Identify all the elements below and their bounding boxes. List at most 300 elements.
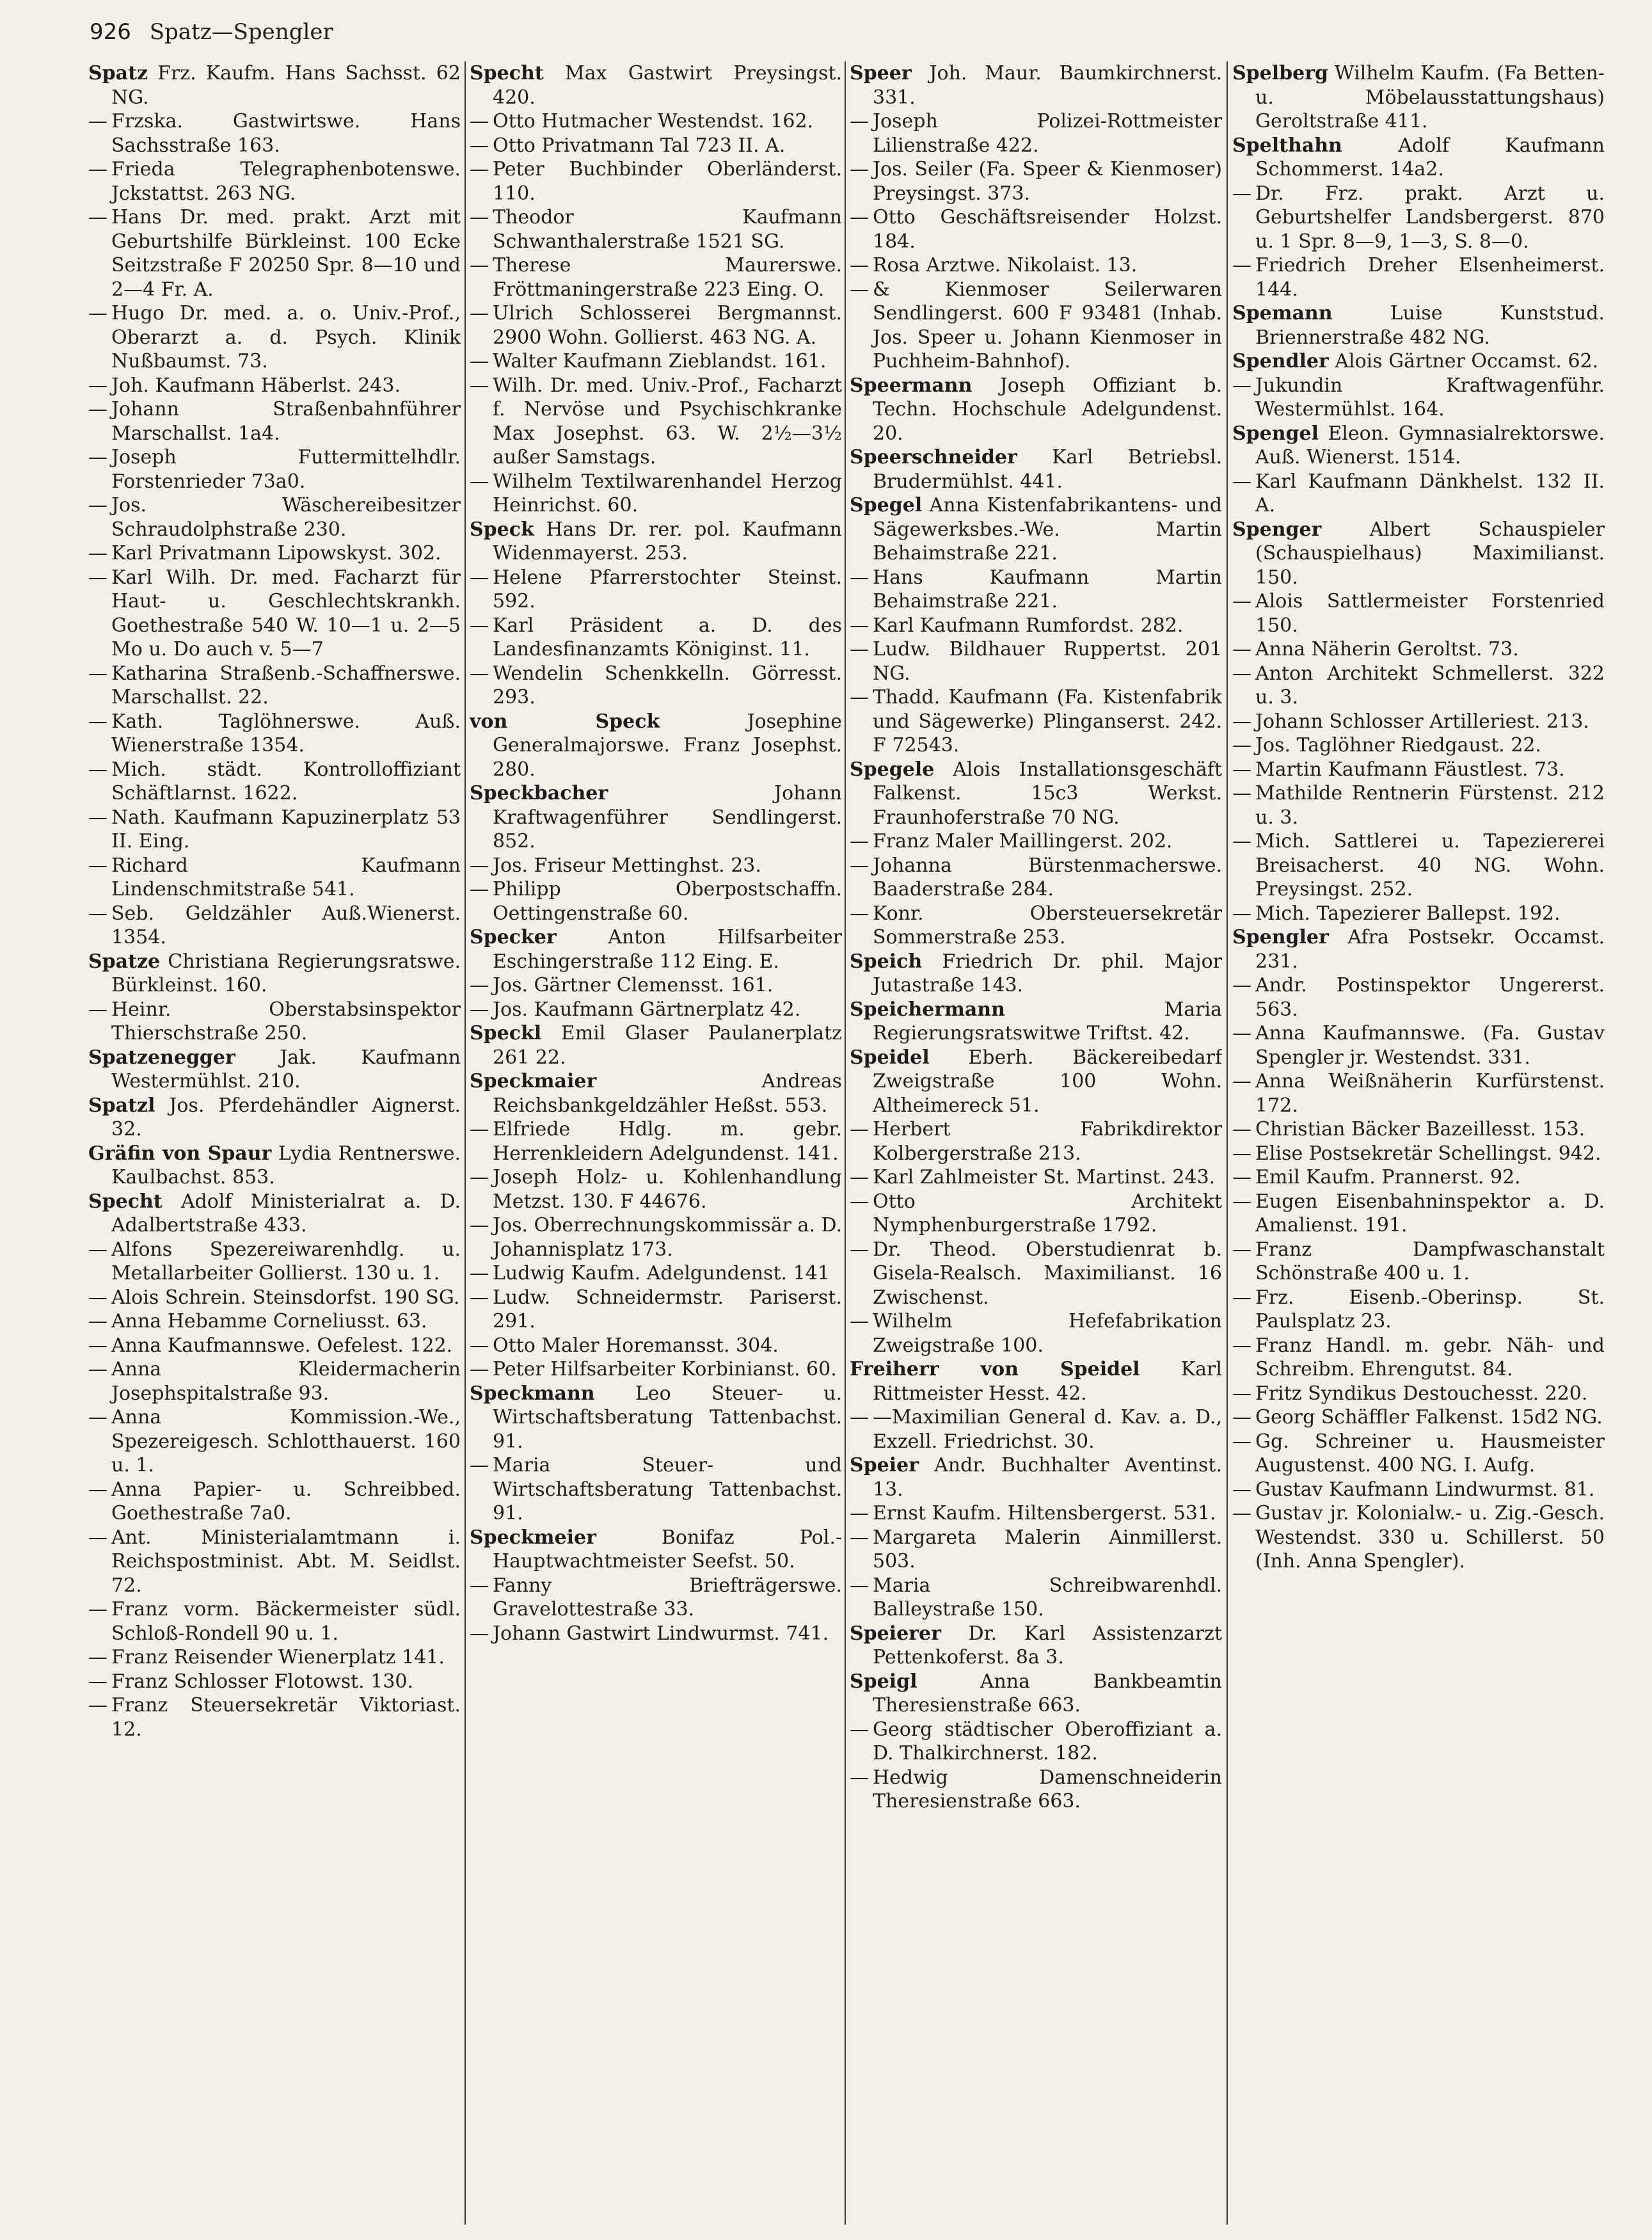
repeat-dash xyxy=(1232,662,1255,686)
directory-entry xyxy=(1232,349,1605,374)
entry-details: Max Gastwirt Preysingst. 420. xyxy=(493,62,842,109)
repeat-dash xyxy=(1232,470,1255,494)
entry-details: Johann Schlosser Artilleriest. 213. xyxy=(1255,710,1589,733)
repeat-dash xyxy=(1232,1501,1255,1526)
entry-surname: Specht xyxy=(88,1190,163,1213)
directory-entry xyxy=(1232,1165,1605,1190)
entry-details: Frieda Telegraphenbotenswe. Jckstattst. 263 NG. xyxy=(111,158,461,205)
repeat-dash xyxy=(88,109,111,134)
directory-entry xyxy=(88,758,461,806)
entry-details: Luise Kunststud. Briennerstraße 482 NG. xyxy=(1255,302,1605,349)
directory-entry xyxy=(470,1382,842,1454)
entry-details: Alois Gärtner Occamst. 62. xyxy=(1328,350,1599,372)
repeat-dash xyxy=(850,1766,873,1790)
repeat-dash xyxy=(850,854,873,878)
entry-details: Georg städtischer Oberoffiziant a. D. Thalkirchnerst. 182. xyxy=(873,1718,1222,1764)
directory-entry xyxy=(1232,1238,1605,1286)
entry-surname: Speckl xyxy=(470,1022,542,1044)
directory-entry xyxy=(1232,925,1605,973)
repeat-dash xyxy=(1232,733,1255,758)
entry-details: Frz. Kaufm. Hans Sachsst. 62 NG. xyxy=(111,62,461,109)
repeat-dash xyxy=(88,445,111,470)
repeat-dash xyxy=(1232,1478,1255,1502)
repeat-dash xyxy=(1232,1334,1255,1358)
repeat-dash xyxy=(470,253,493,278)
directory-entry xyxy=(850,205,1222,253)
entry-details: Fanny Briefträgerswe. Gravelottestraße 33. xyxy=(493,1574,842,1620)
entry-details: Fritz Syndikus Destouchesst. 220. xyxy=(1255,1382,1588,1405)
directory-entry xyxy=(470,109,842,134)
directory-entry xyxy=(1232,973,1605,1021)
entry-details: Wilhelm Hefefabrikation Zweigstraße 100. xyxy=(873,1310,1222,1357)
directory-entry xyxy=(1232,1334,1605,1382)
entry-details: Jos. Seiler (Fa. Speer & Kienmoser) Preysingst. 373. xyxy=(873,158,1222,205)
repeat-dash xyxy=(470,205,493,230)
directory-entry xyxy=(88,157,461,205)
entry-details: Jos. Gärtner Clemensst. 161. xyxy=(493,974,774,996)
entry-details: Andr. Buchhalter Aventinst. 13. xyxy=(873,1454,1222,1501)
entry-details: Theodor Kaufmann Schwanthalerstraße 1521 SG. xyxy=(493,206,842,253)
entry-details: Johann Kraftwagenführer Sendlingerst. 852. xyxy=(493,782,842,852)
repeat-dash xyxy=(850,157,873,182)
repeat-dash xyxy=(88,397,111,422)
entry-surname: Speigl xyxy=(850,1670,917,1693)
directory-entry xyxy=(850,1046,1222,1118)
entry-surname: Speer xyxy=(850,62,912,84)
entry-surname: Freiherr von Speidel xyxy=(850,1358,1140,1380)
repeat-dash xyxy=(88,1478,111,1502)
directory-entry xyxy=(850,493,1222,566)
entry-details: Elfriede Hdlg. m. gebr. Herrenkleidern Adelgundenst. 141. xyxy=(493,1118,842,1165)
entry-details: Andr. Postinspektor Ungererst. 563. xyxy=(1255,974,1605,1021)
entry-details: Lydia Rentnerswe. Kaulbachst. 853. xyxy=(111,1142,461,1188)
directory-entry xyxy=(88,1478,461,1526)
entry-details: Eugen Eisenbahninspektor a. D. Amalienst. 191. xyxy=(1255,1190,1605,1236)
directory-entry xyxy=(1232,374,1605,422)
entry-details: Mich. Tapezierer Ballepst. 192. xyxy=(1255,902,1561,925)
entry-details: Alfons Spezereiwarenhdlg. u. Metallarbeiter Gollierst. 130 u. 1. xyxy=(111,1238,461,1284)
entry-details: Eberh. Bäckereibedarf Zweigstraße 100 Wohn. Altheimereck 51. xyxy=(873,1046,1222,1117)
directory-entry xyxy=(470,1334,842,1358)
directory-entry xyxy=(470,925,842,973)
entry-details: Karl Privatmann Lipowskyst. 302. xyxy=(111,542,441,564)
directory-entry xyxy=(88,1309,461,1334)
repeat-dash xyxy=(470,998,493,1022)
entry-surname: Spegel xyxy=(850,494,923,516)
entry-details: Joseph Futtermittelhdlr. Forstenrieder 73a0. xyxy=(111,446,461,493)
repeat-dash xyxy=(1232,1190,1255,1214)
entry-details: Margareta Malerin Ainmillerst. 503. xyxy=(873,1526,1222,1572)
directory-entry xyxy=(1232,710,1605,734)
entry-details: Philipp Oberpostschaffn. Oettingenstraße 60. xyxy=(493,878,842,925)
repeat-dash xyxy=(850,829,873,854)
entry-details: Therese Maurerswe. Fröttmaningerstraße 223 Eing. O. xyxy=(493,254,842,301)
repeat-dash xyxy=(850,1165,873,1190)
entry-details: Wilhelm Kaufm. (Fa Betten- u. Möbelausstattungshaus) Geroltstraße 411. xyxy=(1255,62,1605,132)
directory-entry xyxy=(850,566,1222,614)
directory-entry xyxy=(850,829,1222,854)
directory-entry xyxy=(470,973,842,998)
repeat-dash xyxy=(470,1574,493,1598)
directory-entry xyxy=(88,1238,461,1286)
entry-surname: von Speck xyxy=(470,710,660,733)
entry-surname: Speck xyxy=(470,518,534,541)
repeat-dash xyxy=(850,1405,873,1430)
entry-surname: Speichermann xyxy=(850,998,1005,1021)
entry-details: Christian Bäcker Bazeillesst. 153. xyxy=(1255,1118,1585,1140)
entry-surname: Specht xyxy=(470,62,544,84)
entry-surname: Speich xyxy=(850,950,923,973)
repeat-dash xyxy=(470,109,493,134)
repeat-dash xyxy=(88,1238,111,1262)
entry-details: —Maximilian General d. Kav. a. D., Exzell. Friedrichst. 30. xyxy=(873,1406,1222,1453)
entry-details: Anna Papier- u. Schreibbed. Goethestraße 7a0. xyxy=(111,1478,461,1524)
directory-entry xyxy=(850,854,1222,902)
repeat-dash xyxy=(850,109,873,134)
repeat-dash xyxy=(88,1693,111,1718)
column-divider xyxy=(1227,61,1228,2225)
directory-entry xyxy=(1232,253,1605,301)
repeat-dash xyxy=(850,685,873,710)
entry-details: Jos. Oberrechnungskommissär a. D. Johannisplatz 173. xyxy=(493,1214,842,1261)
directory-entry xyxy=(88,1046,461,1094)
directory-entry xyxy=(850,1190,1222,1238)
entry-details: Emil Glaser Paulanerplatz 261 22. xyxy=(493,1022,842,1069)
entry-details: Jos. Taglöhner Riedgaust. 22. xyxy=(1255,734,1542,756)
directory-entry xyxy=(1232,1190,1605,1238)
directory-entry xyxy=(88,1670,461,1694)
directory-entry xyxy=(470,349,842,374)
entry-surname: Speckmeier xyxy=(470,1526,596,1549)
entry-details: Franz Dampfwaschanstalt Schönstraße 400 u. 1. xyxy=(1255,1238,1605,1284)
directory-entry xyxy=(470,253,842,301)
entry-details: Eleon. Gymnasialrektorswe. Auß. Wienerst. 1514. xyxy=(1255,422,1605,468)
repeat-dash xyxy=(850,253,873,278)
directory-entry xyxy=(88,710,461,758)
repeat-dash xyxy=(88,1334,111,1358)
directory-entry xyxy=(850,998,1222,1046)
directory-entry xyxy=(1232,1430,1605,1478)
entry-details: Hans Kaufmann Martin Behaimstraße 221. xyxy=(873,566,1222,612)
directory-entry xyxy=(1232,758,1605,782)
entry-details: Karl Zahlmeister St. Martinst. 243. xyxy=(873,1166,1216,1188)
directory-entry xyxy=(470,1357,842,1382)
entry-details: Konr. Obersteuersekretär Sommerstraße 253. xyxy=(873,902,1222,948)
directory-entry xyxy=(88,902,461,950)
entry-surname: Gräfin von Spaur xyxy=(88,1142,272,1165)
repeat-dash xyxy=(88,1670,111,1694)
repeat-dash xyxy=(88,566,111,590)
repeat-dash xyxy=(1232,637,1255,662)
directory-entry xyxy=(88,950,461,998)
entry-details: Friedrich Dreher Elsenheimerst. 144. xyxy=(1255,254,1605,301)
repeat-dash xyxy=(1232,1165,1255,1190)
directory-entry xyxy=(88,662,461,710)
repeat-dash xyxy=(470,662,493,686)
directory-entry xyxy=(850,278,1222,374)
directory-entry xyxy=(470,566,842,614)
entry-details: Anton Architekt Schmellerst. 322 u. 3. xyxy=(1255,662,1605,708)
entry-details: Otto Geschäftsreisender Holzst. 184. xyxy=(873,206,1222,253)
entry-details: Heinr. Oberstabsinspektor Thierschstraße 250. xyxy=(111,998,461,1044)
directory-entry xyxy=(1232,1405,1605,1430)
directory-entry xyxy=(470,998,842,1022)
directory-entry xyxy=(850,109,1222,157)
column-divider xyxy=(465,61,466,2225)
entry-details: Ludw. Bildhauer Ruppertst. 201 NG. xyxy=(873,638,1222,685)
entry-details: Afra Postsekr. Occamst. 231. xyxy=(1255,926,1605,973)
repeat-dash xyxy=(88,541,111,566)
directory-entry xyxy=(470,157,842,205)
repeat-dash xyxy=(1232,589,1255,614)
repeat-dash xyxy=(1232,1286,1255,1310)
repeat-dash xyxy=(850,1238,873,1262)
directory-entry xyxy=(850,1766,1222,1814)
entry-details: Dr. Karl Assistenzarzt Pettenkoferst. 8a 3. xyxy=(873,1622,1222,1668)
repeat-dash xyxy=(470,157,493,182)
directory-entry xyxy=(470,854,842,878)
entry-details: Anna Näherin Geroltst. 73. xyxy=(1255,638,1519,660)
directory-entry xyxy=(1232,518,1605,590)
repeat-dash xyxy=(470,1622,493,1646)
entry-details: Anna Bankbeamtin Theresienstraße 663. xyxy=(873,1670,1222,1716)
entry-details: Hugo Dr. med. a. o. Univ.-Prof., Oberarzt a. d. Psych. Klinik Nußbaumst. 73. xyxy=(111,302,461,372)
repeat-dash xyxy=(470,877,493,902)
entry-details: Anna Kistenfabrikantens- und Sägewerksbes.-We. Martin Behaimstraße 221. xyxy=(873,494,1222,564)
directory-entry xyxy=(88,1597,461,1645)
entry-details: Ludw. Schneidermstr. Pariserst. 291. xyxy=(493,1286,842,1332)
entry-details: Gustav jr. Kolonialw.- u. Zig.-Gesch. Westendst. 330 u. Schillerst. 50 (Inh. Anna Spengler). xyxy=(1255,1502,1605,1572)
directory-entry xyxy=(470,61,842,109)
directory-entry xyxy=(850,61,1222,109)
page-title: Spatz—Spengler xyxy=(149,19,333,45)
directory-entry xyxy=(470,470,842,518)
directory-entry xyxy=(850,1405,1222,1453)
repeat-dash xyxy=(470,1286,493,1310)
directory-entry xyxy=(850,950,1222,998)
repeat-dash xyxy=(88,1597,111,1622)
repeat-dash xyxy=(850,1190,873,1214)
directory-entry xyxy=(88,1334,461,1358)
directory-entry xyxy=(850,374,1222,446)
repeat-dash xyxy=(88,1357,111,1382)
directory-entry xyxy=(88,301,461,374)
directory-entry xyxy=(470,614,842,662)
entry-details: Peter Hilfsarbeiter Korbinianst. 60. xyxy=(493,1358,837,1380)
entry-details: Dr. Frz. prakt. Arzt u. Geburtshelfer Landsbergerst. 870 u. 1 Spr. 8—9, 1—3, S. 8—0. xyxy=(1255,182,1605,253)
directory-entry xyxy=(88,1526,461,1598)
entry-details: Ulrich Schlosserei Bergmannst. 2900 Wohn. Gollierst. 463 NG. A. xyxy=(493,302,842,349)
repeat-dash xyxy=(850,1718,873,1742)
repeat-dash xyxy=(1232,1405,1255,1430)
directory-entry xyxy=(1232,1478,1605,1502)
repeat-dash xyxy=(1232,374,1255,398)
entry-surname: Speermann xyxy=(850,374,973,397)
repeat-dash xyxy=(88,1526,111,1550)
directory-entry xyxy=(1232,182,1605,254)
directory-column-1 xyxy=(88,61,461,2225)
entry-surname: Spelberg xyxy=(1232,62,1328,84)
directory-entry xyxy=(1232,1142,1605,1166)
entry-surname: Speierer xyxy=(850,1622,941,1645)
entry-details: Ant. Ministerialamtmann i. Reichspostminist. Abt. M. Seidlst. 72. xyxy=(111,1526,461,1597)
entry-details: Karl Rittmeister Hesst. 42. xyxy=(873,1358,1222,1405)
directory-entry xyxy=(1232,61,1605,134)
directory-entry xyxy=(470,374,842,470)
entry-details: Adolf Kaufmann Schommerst. 14a2. xyxy=(1255,134,1605,180)
entry-details: Karl Kaufmann Rumfordst. 282. xyxy=(873,614,1184,637)
directory-entry xyxy=(470,205,842,253)
entry-details: Thadd. Kaufmann (Fa. Kistenfabrik und Sägewerke) Plinganserst. 242. F 72543. xyxy=(873,686,1222,756)
entry-details: Franz Schlosser Flotowst. 130. xyxy=(111,1670,414,1693)
entry-details: Franz Handl. m. gebr. Näh- und Schreibm. Ehrengutst. 84. xyxy=(1255,1334,1605,1380)
directory-entry xyxy=(88,374,461,398)
directory-entry xyxy=(88,998,461,1046)
repeat-dash xyxy=(1232,710,1255,734)
directory-entry xyxy=(1232,301,1605,349)
entry-details: Frz. Eisenb.-Oberinsp. St. Paulsplatz 23. xyxy=(1255,1286,1605,1332)
entry-details: Karl Präsident a. D. des Landesfinanzamts Königinst. 11. xyxy=(493,614,842,660)
directory-entry xyxy=(88,1190,461,1238)
entry-details: Jos. Kaufmann Gärtnerplatz 42. xyxy=(493,998,801,1021)
directory-entry xyxy=(850,1622,1222,1670)
directory-entry xyxy=(88,1357,461,1405)
repeat-dash xyxy=(470,1165,493,1190)
directory-entry xyxy=(1232,1286,1605,1334)
repeat-dash xyxy=(470,1453,493,1478)
repeat-dash xyxy=(1232,1117,1255,1142)
entry-surname: Speidel xyxy=(850,1046,930,1069)
repeat-dash xyxy=(470,1334,493,1358)
directory-entry xyxy=(470,710,842,782)
directory-entry xyxy=(850,1357,1222,1405)
entry-details: Joseph Polizei-Rottmeister Lilienstraße 422. xyxy=(873,110,1222,157)
entry-surname: Speerschneider xyxy=(850,446,1017,468)
repeat-dash xyxy=(470,470,493,494)
page-header xyxy=(90,14,1587,50)
entry-details: Alois Schrein. Steinsdorfst. 190 SG. xyxy=(111,1286,460,1309)
repeat-dash xyxy=(88,157,111,182)
repeat-dash xyxy=(470,854,493,878)
repeat-dash xyxy=(88,710,111,734)
directory-entry xyxy=(470,1453,842,1526)
repeat-dash xyxy=(88,998,111,1022)
entry-details: Mich. städt. Kontrolloffiziant Schäftlarnst. 1622. xyxy=(111,758,461,804)
entry-details: & Kienmoser Seilerwaren Sendlingerst. 600 F 93481 (Inhab. Jos. Speer u. Johann Kienmoser in Puchheim-Bahnhof). xyxy=(873,278,1222,372)
entry-details: Joseph Holz- u. Kohlenhandlung Metzst. 130. F 44676. xyxy=(493,1166,842,1213)
entry-surname: Spenger xyxy=(1232,518,1322,541)
entry-details: Anna Kaufmannswe. Oefelest. 122. xyxy=(111,1334,453,1357)
directory-entry xyxy=(470,301,842,349)
repeat-dash xyxy=(850,205,873,230)
directory-entry xyxy=(1232,1069,1605,1117)
repeat-dash xyxy=(88,758,111,782)
entry-details: Jos. Wäschereibesitzer Schraudolphstraße 230. xyxy=(111,494,461,541)
entry-details: Emil Kaufm. Prannerst. 92. xyxy=(1255,1166,1521,1188)
directory-entry xyxy=(1232,1382,1605,1406)
entry-surname: Spatze xyxy=(88,950,161,973)
directory-entry xyxy=(88,205,461,301)
repeat-dash xyxy=(1232,182,1255,206)
repeat-dash xyxy=(850,902,873,926)
entry-details: Anna Hebamme Corneliusst. 63. xyxy=(111,1310,427,1332)
directory-entry xyxy=(850,1238,1222,1310)
directory-entry xyxy=(850,1309,1222,1357)
entry-details: Dr. Theod. Oberstudienrat b. Gisela-Realsch. Maximilianst. 16 Zwischenst. xyxy=(873,1238,1222,1309)
entry-details: Maria Schreibwarenhdl. Balleystraße 150. xyxy=(873,1574,1222,1620)
directory-entry xyxy=(88,854,461,902)
repeat-dash xyxy=(1232,1430,1255,1454)
repeat-dash xyxy=(470,614,493,638)
entry-details: Nath. Kaufmann Kapuzinerplatz 53 II. Eing. xyxy=(111,806,461,852)
repeat-dash xyxy=(88,806,111,830)
directory-entry xyxy=(88,445,461,493)
directory-entry xyxy=(88,61,461,109)
repeat-dash xyxy=(850,1501,873,1526)
entry-details: Hedwig Damenschneiderin Theresienstraße 663. xyxy=(873,1766,1222,1812)
directory-entry xyxy=(850,1117,1222,1165)
repeat-dash xyxy=(88,301,111,326)
entry-details: Peter Buchbinder Oberländerst. 110. xyxy=(493,158,842,205)
directory-entry xyxy=(850,637,1222,685)
repeat-dash xyxy=(470,973,493,998)
directory-entry xyxy=(470,1069,842,1117)
directory-entry xyxy=(470,1117,842,1165)
repeat-dash xyxy=(1232,1021,1255,1046)
entry-details: Georg Schäffler Falkenst. 15d2 NG. xyxy=(1255,1406,1603,1428)
entry-details: Jos. Pferdehändler Aignerst. 32. xyxy=(111,1094,461,1140)
directory-entry xyxy=(470,134,842,158)
entry-details: Rosa Arztwe. Nikolaist. 13. xyxy=(873,254,1138,276)
directory-entry xyxy=(88,1645,461,1670)
entry-surname: Speckbacher xyxy=(470,782,608,804)
directory-column-3 xyxy=(850,61,1222,2225)
entry-details: Mich. Sattlerei u. Tapeziererei Breisacherst. 40 NG. Wohn. Preysingst. 252. xyxy=(1255,830,1605,900)
directory-entry xyxy=(850,445,1222,493)
directory-entry xyxy=(850,1574,1222,1622)
directory-entry xyxy=(470,1574,842,1622)
directory-entry xyxy=(470,518,842,566)
directory-entry xyxy=(1232,781,1605,829)
repeat-dash xyxy=(850,637,873,662)
repeat-dash xyxy=(470,1213,493,1238)
entry-surname: Spemann xyxy=(1232,302,1333,324)
directory-entry xyxy=(88,397,461,445)
directory-entry xyxy=(88,541,461,566)
entry-details: Albert Schauspieler (Schauspielhaus) Maximilianst. 150. xyxy=(1255,518,1605,589)
entry-details: Walter Kaufmann Zieblandst. 161. xyxy=(493,350,827,372)
repeat-dash xyxy=(88,493,111,518)
entry-surname: Speckmann xyxy=(470,1382,595,1405)
entry-surname: Specker xyxy=(470,926,557,948)
repeat-dash xyxy=(850,1574,873,1598)
repeat-dash xyxy=(850,614,873,638)
entry-details: Maria Steuer- und Wirtschaftsberatung Tattenbachst. 91. xyxy=(493,1454,842,1524)
entry-details: Katharina Straßenb.-Schaffnerswe. Marschallst. 22. xyxy=(111,662,461,708)
entry-details: Franz Maler Maillingerst. 202. xyxy=(873,830,1173,852)
directory-entry xyxy=(850,614,1222,638)
entry-details: Gg. Schreiner u. Hausmeister Augustenst. 400 NG. I. Aufg. xyxy=(1255,1430,1605,1476)
directory-entry xyxy=(850,1165,1222,1190)
entry-details: Friedrich Dr. phil. Major Jutastraße 143. xyxy=(873,950,1222,996)
entry-surname: Spegele xyxy=(850,758,935,781)
entry-details: Jos. Friseur Mettinghst. 23. xyxy=(493,854,761,877)
directory-entry xyxy=(850,685,1222,758)
directory-entry xyxy=(1232,134,1605,182)
entry-details: Joh. Maur. Baumkirchnerst. 331. xyxy=(873,62,1222,109)
directory-entry xyxy=(470,1213,842,1261)
directory-entry xyxy=(88,109,461,157)
